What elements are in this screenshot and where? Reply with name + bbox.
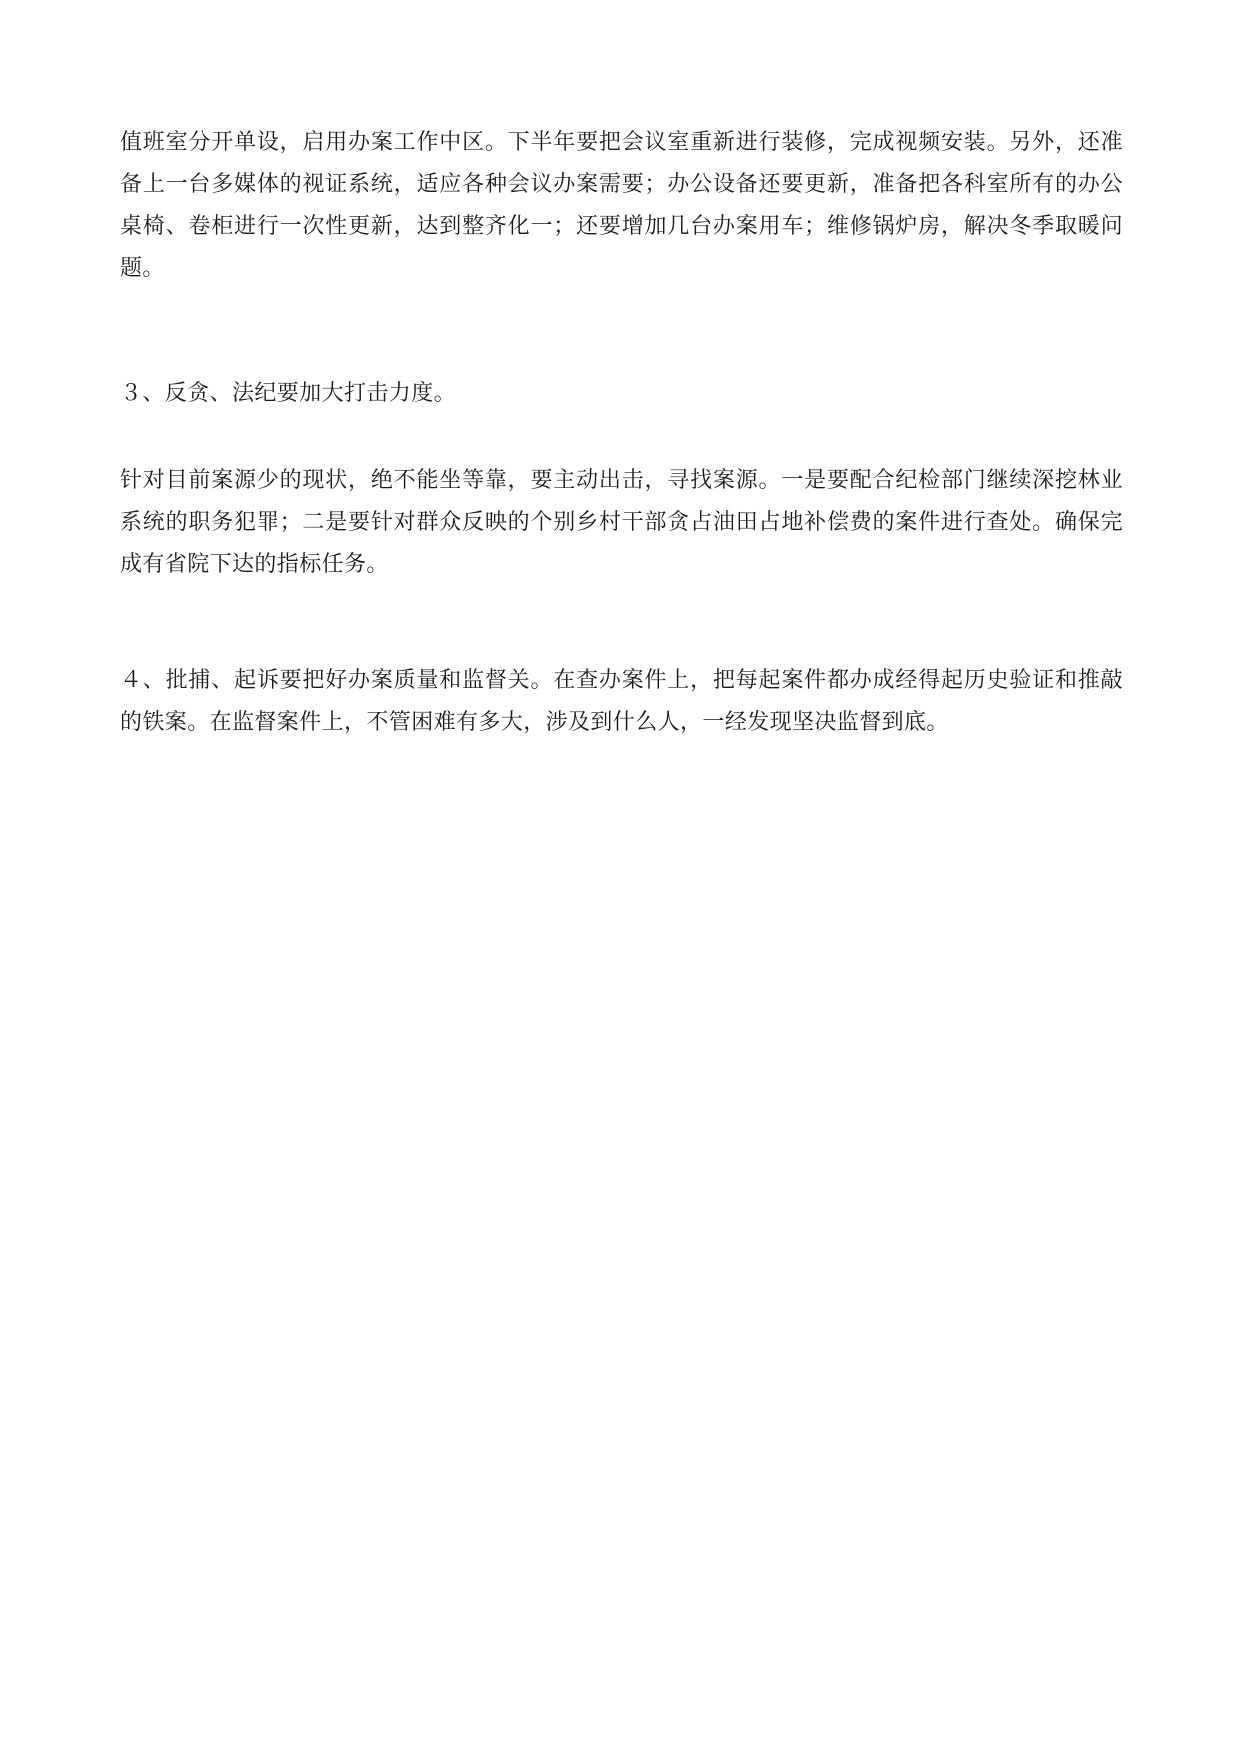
paragraph-item-4: ４、批捕、起诉要把好办案质量和监督关。在查办案件上，把每起案件都办成经得起历史验证和推敲的铁案。在监督案件上，不管困难有多大，涉及到什么人，一经发现坚决监督到底。 [120, 668, 1123, 735]
paragraph-case-sources: 针对目前案源少的现状，绝不能坐等靠，要主动出击，寻找案源。一是要配合纪检部门继续深挖林业系统的职务犯罪；二是要针对群众反映的个别乡村干部贪占油田占地补偿费的案件进行查处。确保完成有省院下达的指标任务。 [120, 468, 1123, 577]
heading-item-3: ３、反贪、法纪要加大打击力度。 [120, 381, 457, 406]
paragraph-office-equipment: 值班室分开单设，启用办案工作中区。下半年要把会议室重新进行装修，完成视频安装。另外，还准备上一台多媒体的视证系统，适应各种会议办案需要；办公设备还要更新，准备把各科室所有的办公桌椅、卷柜进行一次性更新，达到整齐化一；还要增加几台办案用车；维修锅炉房，解决冬季取暖问题。 [120, 130, 1123, 281]
